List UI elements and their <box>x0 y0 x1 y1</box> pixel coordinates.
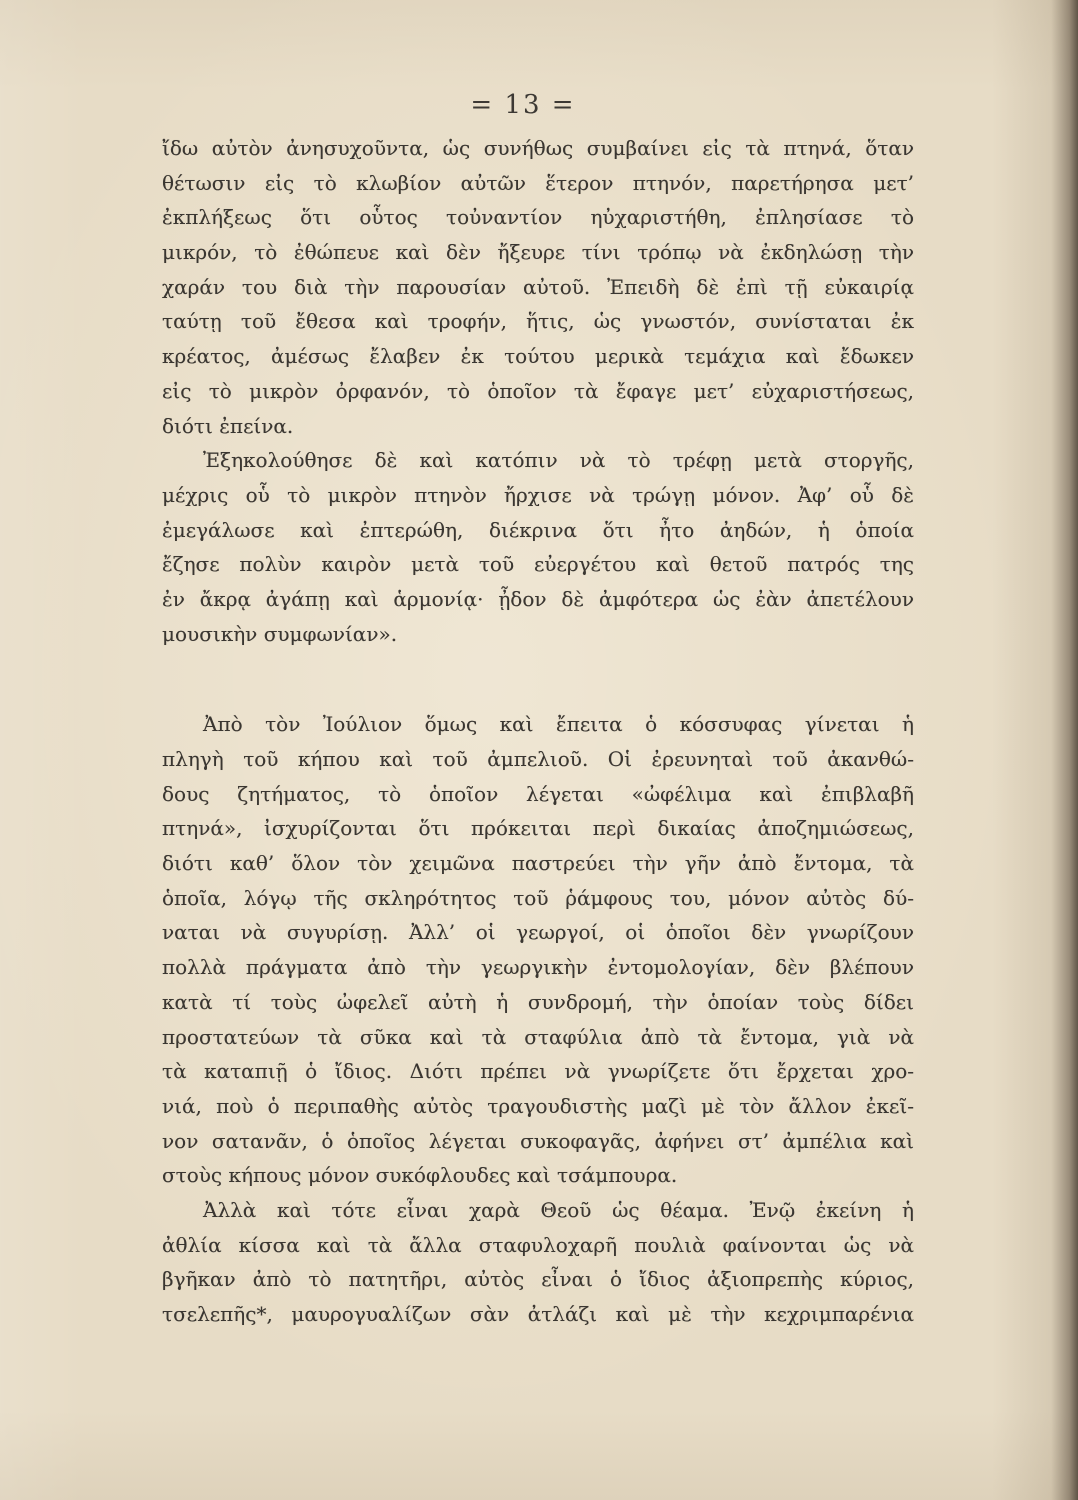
text-line: νον σατανᾶν, ὁ ὁποῖος λέγεται συκοφαγᾶς, ἀφήνει στ’ ἀμπέλια καὶ <box>162 1128 914 1153</box>
text-line: πτηνά», ἰσχυρίζονται ὅτι πρόκειται περὶ δικαίας ἀποζημιώσεως, <box>162 816 914 841</box>
text-line: δους ζητήματος, τὸ ὁποῖον λέγεται «ὠφέλιμα καὶ ἐπιβλαβῆ <box>162 781 914 806</box>
paragraph-2 <box>162 443 914 651</box>
paragraph-1 <box>162 131 914 443</box>
text-line: χαράν του διὰ τὴν παρουσίαν αὐτοῦ. Ἐπειδὴ δὲ ἐπὶ τῇ εὐκαιρίᾳ <box>162 274 914 299</box>
paragraph-3 <box>162 707 914 1193</box>
text-line: ἀθλία κίσσα καὶ τὰ ἄλλα σταφυλοχαρῆ πουλιὰ φαίνονται ὡς νὰ <box>162 1232 914 1257</box>
text-line: εἰς τὸ μικρὸν ὀρφανόν, τὸ ὁποῖον τὰ ἔφαγε μετ’ εὐχαριστήσεως, <box>162 378 914 403</box>
text-line: μουσικὴν συμφωνίαν». <box>162 621 398 646</box>
text-line: πολλὰ πράγματα ἀπὸ τὴν γεωργικὴν ἐντομολογίαν, δὲν βλέπουν <box>162 955 914 980</box>
text-line: διότι ἐπείνα. <box>162 413 294 438</box>
text-line: ὁποῖα, λόγῳ τῆς σκληρότητος τοῦ ῥάμφους του, μόνον αὐτὸς δύ- <box>162 885 914 910</box>
text-line: πληγὴ τοῦ κήπου καὶ τοῦ ἀμπελιοῦ. Οἱ ἐρευνηταὶ τοῦ ἀκανθώ- <box>162 747 914 771</box>
text-line: μέχρις οὗ τὸ μικρὸν πτηνὸν ἤρχισε νὰ τρώγῃ μόνον. Ἀφ’ οὗ δὲ <box>162 482 914 507</box>
text-line: ἐν ἄκρᾳ ἀγάπῃ καὶ ἁρμονίᾳ· ᾖδον δὲ ἀμφότερα ὡς ἐὰν ἀπετέλουν <box>162 586 914 611</box>
text-line: τὰ καταπιῇ ὁ ἴδιος. Διότι πρέπει νὰ γνωρίζετε ὅτι ἔρχεται χρο- <box>162 1059 914 1084</box>
text-line: μικρόν, τὸ ἐθώπευε καὶ δὲν ἤξευρε τίνι τρόπῳ νὰ ἐκδηλώσῃ τὴν <box>162 240 914 265</box>
text-line: Ἐξηκολούθησε δὲ καὶ κατόπιν νὰ τὸ τρέφῃ μετὰ στοργῆς, <box>203 448 914 473</box>
text-line: στοὺς κήπους μόνον συκόφλουδες καὶ τσάμπουρα. <box>162 1163 678 1188</box>
paragraph-4 <box>162 1193 914 1332</box>
text-line: κρέατος, ἀμέσως ἔλαβεν ἐκ τούτου μερικὰ τεμάχια καὶ ἔδωκεν <box>162 344 914 369</box>
text-line: θέτωσιν εἰς τὸ κλωβίον αὐτῶν ἕτερον πτηνόν, παρετήρησα μετ’ <box>162 170 914 195</box>
text-line: προστατεύων τὰ σῦκα καὶ τὰ σταφύλια ἀπὸ τὰ ἔντομα, γιὰ νὰ <box>162 1024 914 1049</box>
text-line: ταύτῃ τοῦ ἔθεσα καὶ τροφήν, ἥτις, ὡς γνωστόν, συνίσταται ἐκ <box>162 309 914 334</box>
text-line: βγῆκαν ἀπὸ τὸ πατητῆρι, αὐτὸς εἶναι ὁ ἴδιος ἀξιοπρεπὴς κύριος, <box>162 1267 914 1292</box>
text-line: ἔζησε πολὺν καιρὸν μετὰ τοῦ εὐεργέτου καὶ θετοῦ πατρός της <box>162 552 914 577</box>
text-line: ναται νὰ συγυρίσῃ. Ἀλλ’ οἱ γεωργοί, οἱ ὁποῖοι δὲν γνωρίζουν <box>162 920 914 945</box>
text-line: Ἀπὸ τὸν Ἰούλιον ὅμως καὶ ἔπειτα ὁ κόσσυφας γίνεται ἡ <box>203 712 914 737</box>
text-line: ἐκπλήξεως ὅτι οὗτος τοὐναντίον ηὐχαριστήθη, ἐπλησίασε τὸ <box>162 205 914 230</box>
text-line: διότι καθ’ ὅλον τὸν χειμῶνα παστρεύει τὴν γῆν ἀπὸ ἔντομα, τὰ <box>162 851 914 876</box>
text-line: ἐμεγάλωσε καὶ ἐπτερώθη, διέκρινα ὅτι ἦτο ἀηδών, ἡ ὁποία <box>162 517 914 542</box>
text-line: κατὰ τί τοὺς ὠφελεῖ αὐτὴ ἡ συνδρομή, τὴν ὁποίαν τοὺς δίδει <box>162 989 914 1014</box>
page-number: = 13 = <box>470 90 576 120</box>
text-line: Ἀλλὰ καὶ τότε εἶναι χαρὰ Θεοῦ ὡς θέαμα. Ἐνῷ ἐκείνη ἡ <box>203 1197 914 1222</box>
text-line: ἴδω αὐτὸν ἀνησυχοῦντα, ὡς συνήθως συμβαίνει εἰς τὰ πτηνά, ὅταν <box>162 136 914 160</box>
body-text <box>162 131 914 1332</box>
text-line: νιά, ποὺ ὁ περιπαθὴς αὐτὸς τραγουδιστὴς μαζὶ μὲ τὸν ἄλλον ἐκεῖ- <box>162 1093 914 1118</box>
text-line: τσελεπῆς*, μαυρογυαλίζων σὰν ἀτλάζι καὶ μὲ τὴν κεχριμπαρένια <box>162 1302 914 1326</box>
